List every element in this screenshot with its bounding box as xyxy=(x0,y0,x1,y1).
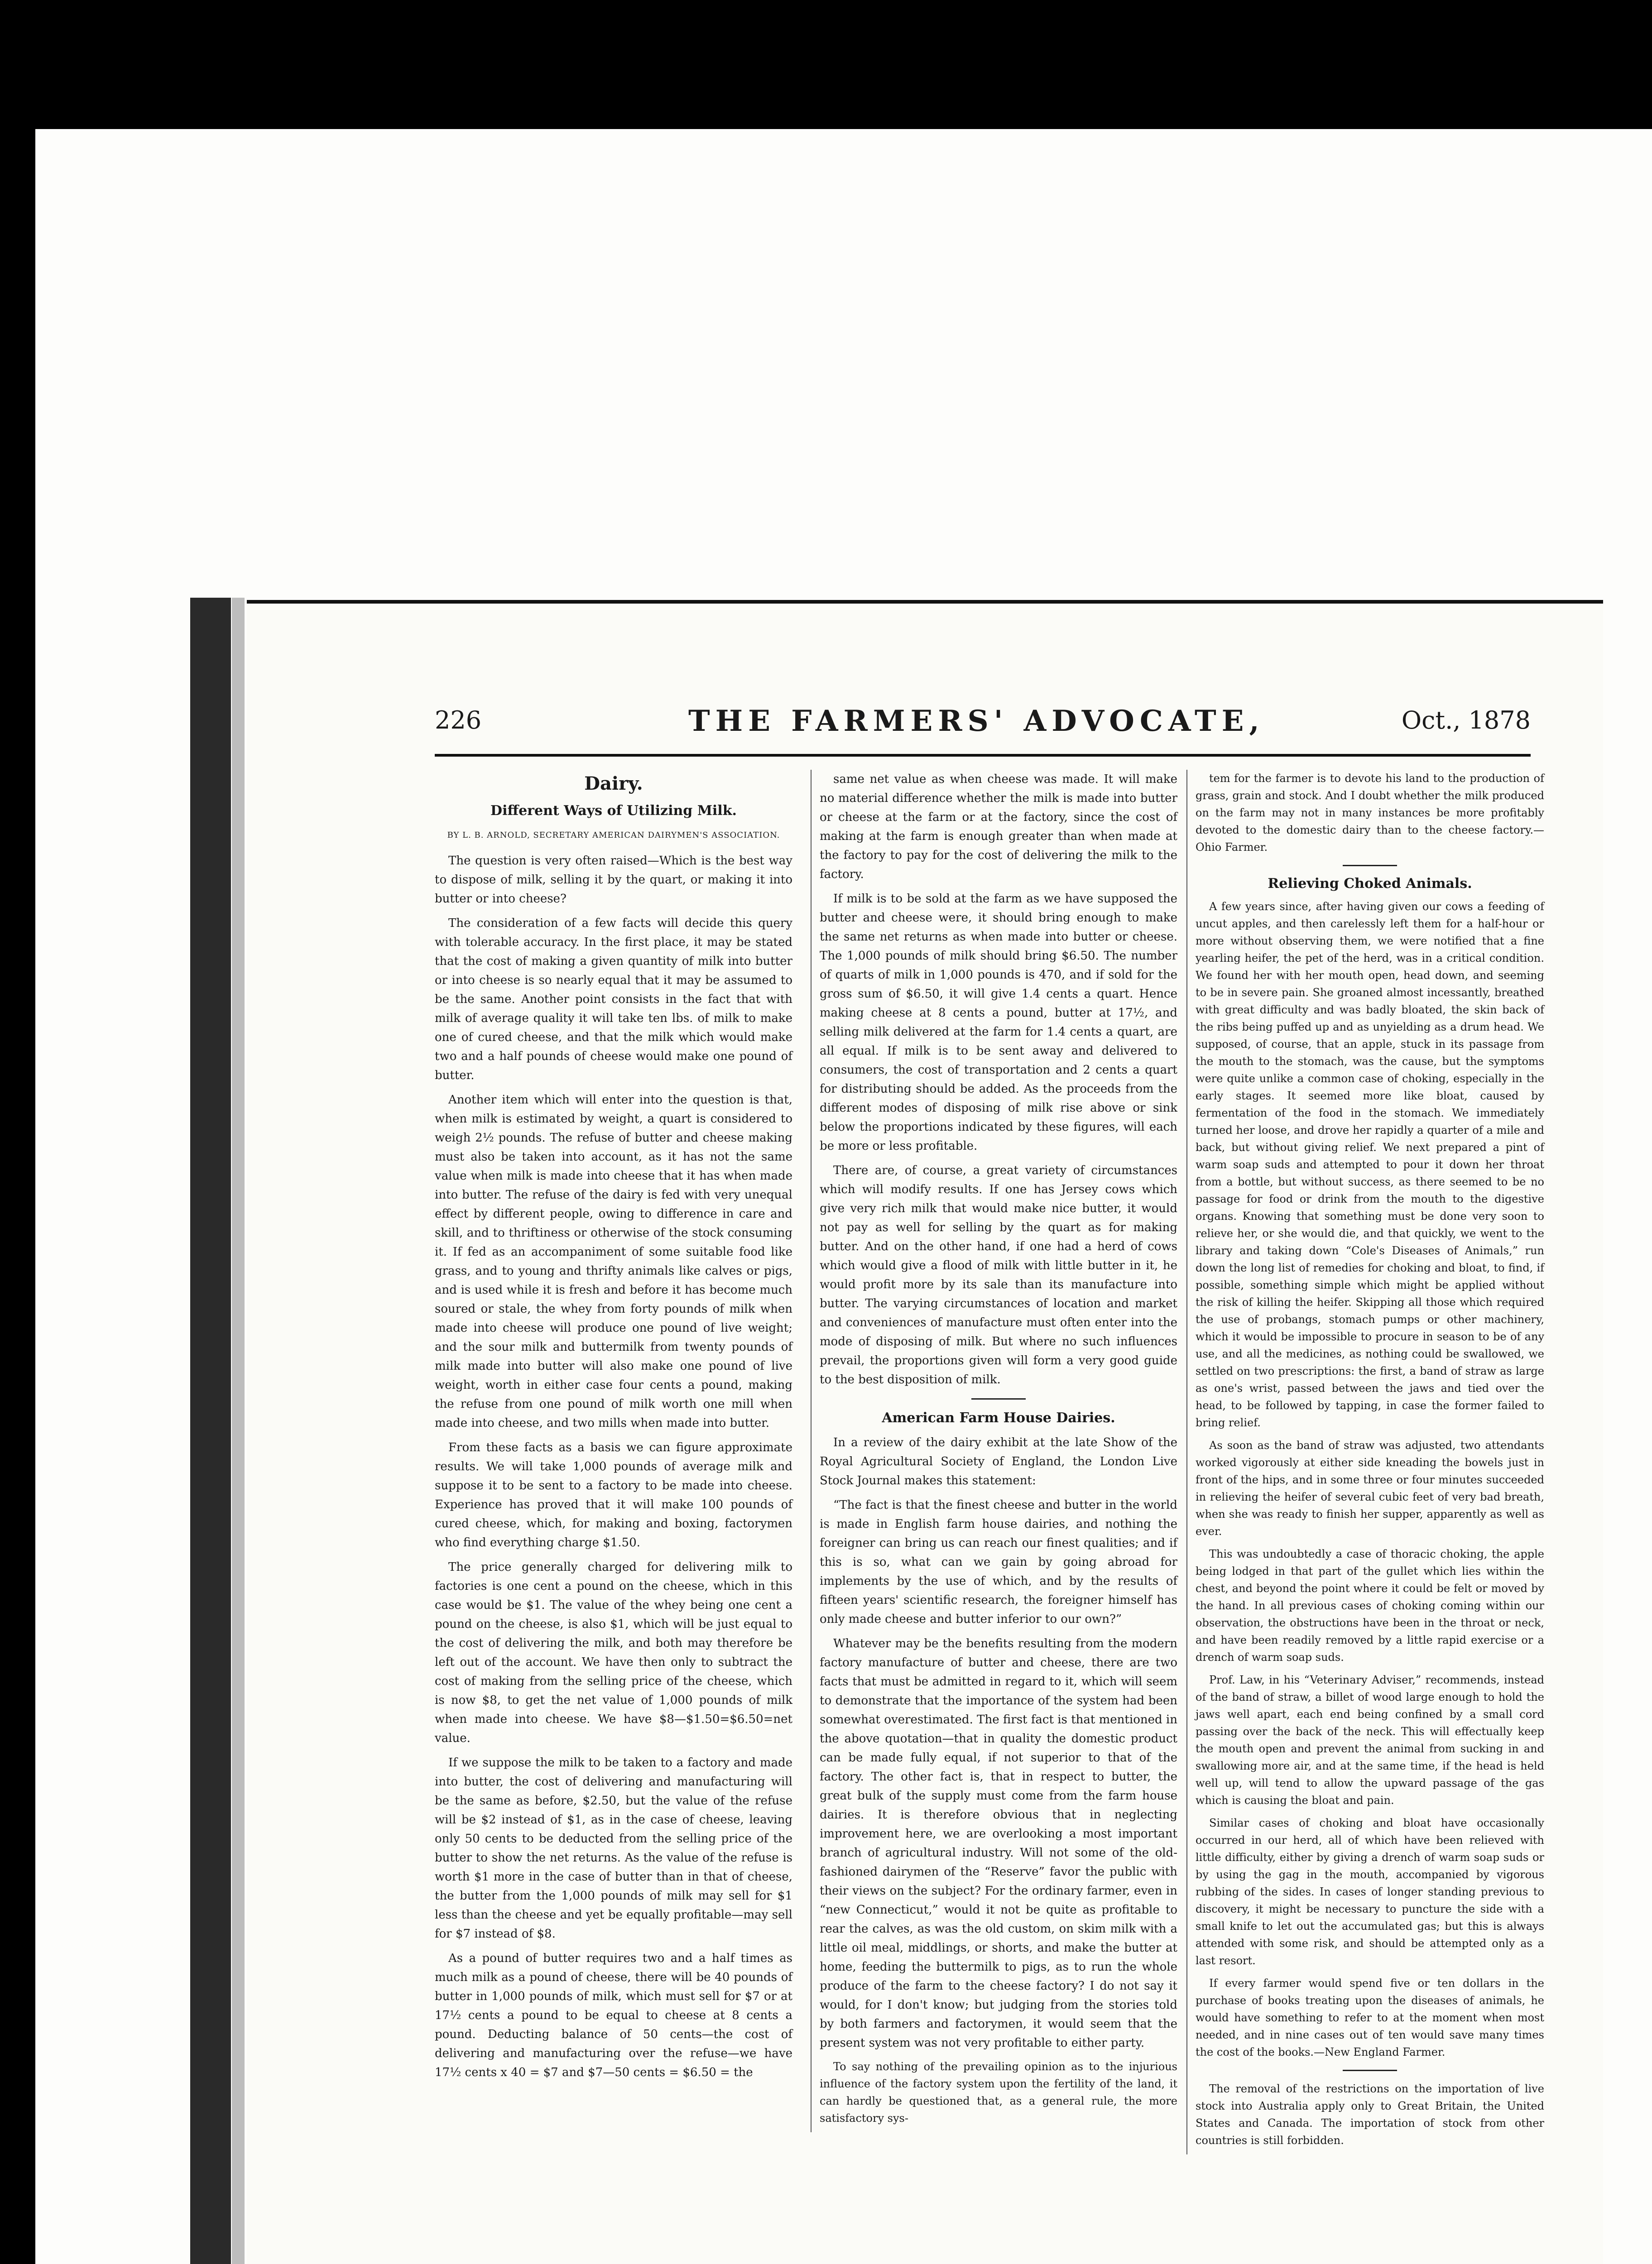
paragraph: Prof. Law, in his “Veterinary Adviser,” recommends, instead of the band of straw, a billet of wood large enough to hold the jaws well apart, each end being confined by a small cord passing over the back of the neck. This will effectually keep the mouth open and prevent the animal from sucking in and swallowing more air, and at the same time, if the head is held well up, will tend to allow the upward passage of the gas which is causing the bloat and pain. xyxy=(1196,1674,1544,1807)
masthead-title: THE FARMERS' ADVOCATE, xyxy=(688,704,1265,738)
paragraph: same net value as when cheese was made. It will make no material difference whether the milk is made into butter or cheese at the farm or at the factory, since the cost of making at the farm is enough greater than when made at the factory to pay for the cost of delivering the milk to the factory. xyxy=(820,772,1177,881)
column-1 xyxy=(435,770,792,2087)
divider xyxy=(971,1398,1026,1400)
page-number: 226 xyxy=(435,706,482,734)
issue-date: Oct., 1878 xyxy=(1401,706,1531,734)
paragraph: In a review of the dairy exhibit at the late Show of the Royal Agricultural Society of England, the London Live Stock Journal makes this statement: xyxy=(820,1436,1177,1487)
divider xyxy=(1343,2070,1397,2071)
paragraph: If every farmer would spend five or ten dollars in the purchase of books treating upon the diseases of animals, he would have something to refer to at the moment when most needed, and in nine cases out of ten would save many times the cost of the books.—New England Farmer. xyxy=(1196,1977,1544,2058)
paragraph: There are, of course, a great variety of circumstances which will modify results. If one has Jersey cows which give very rich milk that would make nice butter, it would not pay as well for selling by the quart as for making butter. And on the other hand, if one had a herd of cows which would give a flood of milk with little butter in it, he would profit more by its sale than its manufacture into butter. The varying circumstances of location and market and conveniences of manufacture must often enter into the mode of disposing of milk. But where no such influences prevail, the proportions given will form a very good guide to the best disposition of milk. xyxy=(820,1164,1177,1386)
paragraph: tem for the farmer is to devote his land to the production of grass, grain and stock. And I doubt whether the milk produced on the farm may not in many instances be more profitably devoted to the domestic dairy than to the cheese factory.—Ohio Farmer. xyxy=(1196,772,1544,854)
paragraph: The question is very often raised—Which is the best way to dispose of milk, selling it by the quart, or making it into butter or into cheese? xyxy=(435,854,792,906)
paragraph: “The fact is that the finest cheese and butter in the world is made in English farm house dairies, and nothing the foreigner can bring us can reach our finest qualities; and if this is so, what can we gain by going abroad for implements by the use of which, and by the results of fifteen years' scientific research, the foreigner himself has only made cheese and butter inferior to our own?” xyxy=(820,1498,1177,1626)
paragraph: If we suppose the milk to be taken to a factory and made into butter, the cost of delivering and manufacturing will be the same as before, $2.50, but the value of the refuse will be $2 instead of $1, as in the case of cheese, leaving only 50 cents to be deducted from the selling price of the butter to show the net returns. As the value of the refuse is worth $1 more in the case of butter than in that of cheese, the butter from the 1,000 pounds of milk may sell for $1 less than the cheese and yet be equally profitable—may sell for $7 instead of $8. xyxy=(435,1756,792,1941)
article-title: Different Ways of Utilizing Milk. xyxy=(490,803,737,819)
binding-edge xyxy=(232,598,245,2264)
paragraph: From these facts as a basis we can figure approximate results. We will take 1,000 pounds of average milk and suppose it to be sent to a factory to be made into cheese. Experience has proved that it will make 100 pounds of cured cheese, which, for making and boxing, factorymen who find everything charge $1.50. xyxy=(435,1441,792,1549)
book-binding xyxy=(190,598,231,2264)
paragraph: The price generally charged for delivering milk to factories is one cent a pound on the cheese, which in this case would be $1. The value of the whey being one cent a pound on the cheese, is also $1, which will be just equal to the cost of delivering the milk, and both may therefore be left out of the account. We have then only to subtract the cost of making from the selling price of the cheese, which is now $8, to get the net value of 1,000 pounds of milk when made into cheese. We have $8—$1.50=$6.50=net value. xyxy=(435,1560,792,1745)
paragraph: Another item which will enter into the question is that, when milk is estimated by weight, a quart is considered to weigh 2½ pounds. The refuse of butter and cheese making must also be taken into account, as it has not the same value when milk is made into cheese that it has when made into butter. The refuse of the dairy is fed with very unequal effect by different people, owing to difference in care and skill, and to thriftiness or otherwise of the stock consuming it. If fed as an accompaniment of some suitable food like grass, and to young and thrifty animals like calves or pigs, and is used while it is fresh and before it has become much soured or stale, the whey from forty pounds of milk when made into cheese will produce one pound of live weight; and the sour milk and buttermilk from twenty pounds of milk made into butter will also make one pound of live weight, worth in either case four cents a pound, making the refuse from one pound of milk worth one mill when made into cheese, and two mills when made into butter. xyxy=(435,1093,792,1430)
article-title: American Farm House Dairies. xyxy=(882,1410,1115,1426)
byline: BY L. B. ARNOLD, SECRETARY AMERICAN DAIRYMEN'S ASSOCIATION. xyxy=(447,830,780,840)
column-3 xyxy=(1186,770,1544,2154)
paragraph: As soon as the band of straw was adjusted, two attendants worked vigorously at either side kneading the bowels just in front of the hips, and in some three or four minutes succeeded in relieving the heifer of several cubic feet of very bad breath, when she was ready to finish her supper, apparently as well as ever. xyxy=(1196,1439,1544,1538)
section-title: Dairy. xyxy=(584,773,643,794)
paragraph: Whatever may be the benefits resulting from the modern factory manufacture of butter and cheese, there are two facts that must be admitted in regard to it, which will seem to demonstrate that the importance of the system had been somewhat overestimated. The first fact is that mentioned in the above quotation—that in quality the domestic product can be made fully equal, if not superior to that of the factory. The other fact is, that in respect to butter, the great bulk of the supply must come from the farm house dairies. It is therefore obvious that in neglecting improvement here, we are overlooking a most important branch of agricultural industry. Will not some of the old-fashioned dairymen of the “Reserve” favor the public with their views on the subject? For the ordinary farmer, even in “new Connecticut,” would it not be quite as profitable to rear the calves, as was the old custom, on skim milk with a little oil meal, middlings, or shorts, and make the butter at home, feeding the buttermilk to pigs, as to run the whole produce of the farm to the cheese factory? I do not say it would, for I don't know; but judging from the stories told by both farmers and factorymen, it would seem that the present system was not very profitable to either party. xyxy=(820,1637,1177,2050)
paragraph: A few years since, after having given our cows a feeding of uncut apples, and then carelessly left them for a half-hour or more without observing them, we were notified that a fine yearling heifer, the pet of the herd, was in a critical condition. We found her with her mouth open, head down, and seeming to be in severe pain. She groaned almost incessantly, breathed with great difficulty and was badly bloated, the skin back of the ribs being puffed up and as unyielding as a drum head. We supposed, of course, that an apple, stuck in its passage from the mouth to the stomach, was the cause, but the symptoms were quite unlike a common case of choking, especially in the early stages. It seemed more like bloat, caused by fermentation of the food in the stomach. We immediately turned her loose, and drove her rapidly a quarter of a mile and back, but without giving relief. We next prepared a pint of warm soap suds and attempted to pour it down her throat from a bottle, but without success, as there seemed to be no passage for food or drink from the mouth to the digestive organs. Knowing that something must be done very soon to relieve her, or she would die, and that quickly, we went to the library and taking down “Cole's Diseases of Animals,” run down the long list of remedies for choking and bloat, to find, if possible, something simple which might be applied without the risk of killing the heifer. Skipping all those which required the use of probangs, stomach pumps or other machinery, which it would be impossible to procure in season to be of any use, and all the medicines, as nothing could be swallowed, we settled on two prescriptions: the first, a band of straw as large as one's wrist, passed between the jaws and tied over the head, to be followed by tapping, in case the former failed to bring relief. xyxy=(1196,900,1544,1429)
article-title: Relieving Choked Animals. xyxy=(1268,876,1472,892)
page-header xyxy=(435,704,1531,757)
paragraph: If milk is to be sold at the farm as we have supposed the butter and cheese were, it should bring enough to make the same net returns as when made into butter or cheese. The 1,000 pounds of milk should bring $6.50. The number of quarts of milk in 1,000 pounds is 470, and if sold for the gross sum of $6.50, it will give 1.4 cents a quart. Hence making cheese at 8 cents a pound, butter at 17½, and selling milk delivered at the farm for 1.4 cents a quart, are all equal. If milk is to be sent away and delivered to consumers, the cost of transportation and 2 cents a quart for distributing should be added. As the proceeds from the different modes of disposing of milk rise above or sink below the proportions indicated by these figures, will each be more or less profitable. xyxy=(820,892,1177,1153)
divider xyxy=(1343,865,1397,866)
column-2 xyxy=(811,770,1177,2132)
paragraph: Similar cases of choking and bloat have occasionally occurred in our herd, all of which have been relieved with little difficulty, either by giving a drench of warm soap suds or by using the gag in the mouth, accompanied by vigorous rubbing of the sides. In cases of longer standing previous to discovery, it might be necessary to puncture the side with a small knife to let out the accumulated gas; but this is always attended with some risk, and should be attempted only as a last resort. xyxy=(1196,1817,1544,1967)
paragraph: As a pound of butter requires two and a half times as much milk as a pound of cheese, there will be 40 pounds of butter in 1,000 pounds of milk, which must sell for $7 or at 17½ cents a pound to be equal to cheese at 8 cents a pound. Deducting balance of 50 cents—the cost of delivering and manufacturing over the refuse—we have 17½ cents x 40 = $7 and $7—50 cents = $6.50 = the xyxy=(435,1952,792,2079)
paragraph: The consideration of a few facts will decide this query with tolerable accuracy. In the first place, it may be stated that the cost of making a given quantity of milk into butter or into cheese is so nearly equal that it may be assumed to be the same. Another point consists in the fact that with milk of average quality it will take ten lbs. of milk to make one of cured cheese, and that the milk which would make two and a half pounds of cheese would make one pound of butter. xyxy=(435,916,792,1082)
paragraph: The removal of the restrictions on the importation of live stock into Australia apply only to Great Britain, the United States and Canada. The importation of stock from other countries is still forbidden. xyxy=(1196,2082,1544,2147)
paragraph: To say nothing of the prevailing opinion as to the injurious influence of the factory system upon the fertility of the land, it can hardly be questioned that, as a general rule, the more satisfactory sys- xyxy=(820,2060,1177,2125)
paragraph: This was undoubtedly a case of thoracic choking, the apple being lodged in that part of the gullet which lies within the chest, and beyond the point where it could be felt or moved by the hand. In all previous cases of choking coming within our observation, the obstructions have been in the throat or neck, and have been readily removed by a little rapid exercise or a drench of warm soap suds. xyxy=(1196,1548,1544,1664)
